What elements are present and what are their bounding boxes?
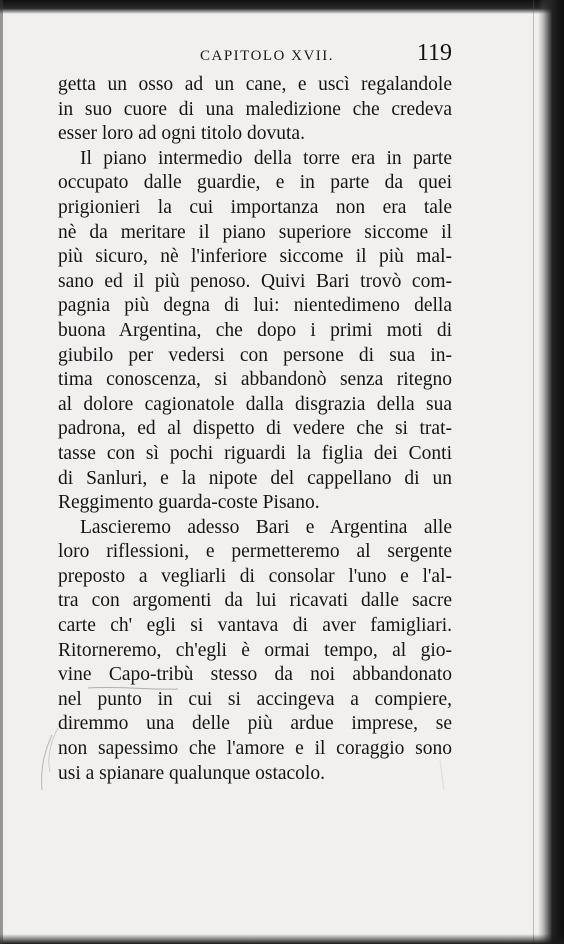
text-line: usi a spianare qualunque ostacolo.: [58, 762, 325, 784]
page-header: [58, 40, 452, 70]
text-line: tasse con sì pochi riguardi la figlia dei Conti: [58, 442, 452, 464]
text-line: in suo cuore di una maledizione che credeva: [58, 98, 452, 120]
text-line: più sicuro, nè l'inferiore siccome il più mal-: [58, 246, 452, 268]
text-line: nè da meritare il piano superiore siccome il: [58, 221, 452, 243]
text-line: esser loro ad ogni titolo dovuta.: [58, 123, 305, 145]
text-line: pagnia più degna di lui: nientedimeno della: [58, 295, 452, 317]
text-line: padrona, ed al dispetto di vedere che si trat-: [58, 418, 452, 440]
text-line: di Sanluri, e la nipote del cappellano di un: [58, 467, 452, 489]
scan-edge-bottom: [0, 934, 564, 944]
text-line: Il piano intermedio della torre era in parte: [80, 147, 452, 169]
page-number: 119: [416, 40, 452, 66]
text-line: tra con argomenti da lui ricavati dalle sacre: [58, 590, 452, 612]
text-line: Ritorneremo, ch'egli è ormai tempo, al gio-: [58, 639, 452, 661]
text-line: sano ed il più penoso. Quivi Bari trovò com-: [58, 270, 452, 292]
text-line: Lascieremo adesso Bari e Argentina alle: [80, 516, 452, 538]
body-text: [58, 73, 452, 786]
text-line: carte ch' egli si vantava di aver famigliari.: [58, 615, 452, 637]
text-line: buona Argentina, che dopo i primi moti di: [58, 319, 452, 341]
scan-edge-right: [538, 0, 564, 944]
text-line: non sapessimo che l'amore e il coraggio sono: [58, 738, 452, 760]
text-line: tima conoscenza, si abbandonò senza ritegno: [58, 369, 452, 391]
text-line: getta un osso ad un cane, e uscì regalandole: [58, 74, 452, 95]
text-line: nel punto in cui si accingeva a compiere,: [58, 688, 452, 710]
text-line: vine Capo-tribù stesso da noi abbandonato: [58, 664, 452, 686]
text-line: diremmo una delle più ardue imprese, se: [58, 713, 452, 735]
text-line: giubilo per vedersi con persone di sua in-: [58, 344, 452, 366]
scan-edge-top: [0, 0, 564, 14]
page-fold-line: [533, 0, 534, 944]
text-line: al dolore cagionatole dalla disgrazia della sua: [58, 393, 452, 415]
running-head: CAPITOLO XVII.: [200, 48, 335, 64]
text-line: Reggimento guarda-coste Pisano.: [58, 492, 320, 514]
scan-edge-left: [0, 0, 3, 944]
text-line: preposto a vegliarli di consolar l'uno e l'al-: [58, 565, 452, 587]
text-line: occupato dalle guardie, e in parte da quei: [58, 172, 452, 194]
text-line: prigionieri la cui importanza non era tale: [58, 196, 452, 218]
text-line: loro riflessioni, e permetteremo al sergente: [58, 541, 452, 563]
